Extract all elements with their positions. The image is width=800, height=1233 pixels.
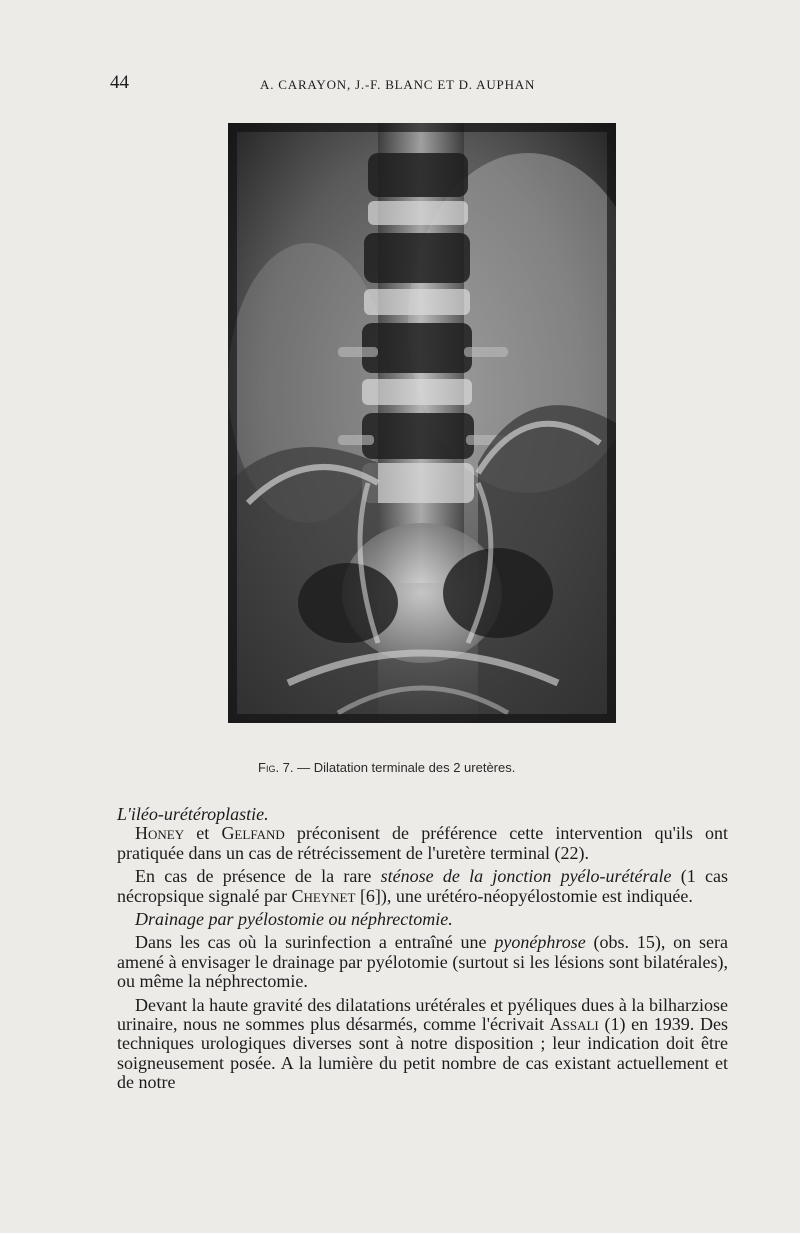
figure-caption-text: — Dilatation terminale des 2 uretères. (297, 760, 516, 775)
xray-figure (228, 123, 616, 723)
author-name: Assali (549, 1014, 599, 1035)
author-name: Gelfand (221, 823, 285, 844)
author-name: Honey (135, 823, 185, 844)
paragraph: En cas de présence de la rare sténose de la jonction pyélo-urétérale (1 cas nécropsique signalé par Cheynet [6]), une urétéro-néopyélostomie est indiquée. (117, 866, 729, 906)
xray-image (228, 123, 616, 723)
author-name: Cheynet (291, 885, 356, 906)
paragraph: Devant la haute gravité des dilatations urétérales et pyéliques dues à la bilharziose urinaire, nous ne sommes plus désarmés, comme l'écrivait Assali (1) en 1939. Des techniques urologiques diverses sont à notre disposition ; leur indication doit être soigneusement posée. A la lumière du petit nombre de cas existant actuellement et de notre (117, 994, 728, 1093)
running-title: A. CARAYON, J.-F. BLANC ET D. AUPHAN (260, 77, 536, 92)
running-head (110, 72, 710, 102)
paragraph: Dans les cas où la surinfection a entraîné une pyonéphrose (obs. 15), on sera amené à envisager le drainage par pyélotomie (surtout si les lésions sont bilatérales), ou même la néphrectomie. (117, 932, 728, 992)
paragraph: Honey et Gelfand préconisent de préférence cette intervention qu'ils ont pratiquée dans un cas de rétrécissement de l'uretère terminal (22). (117, 823, 728, 863)
body-text (117, 805, 728, 1093)
figure-label: Fig. 7. (258, 760, 294, 775)
section-heading: Drainage par pyélostomie ou néphrectomie. (135, 909, 453, 930)
section-heading: L'iléo-urétéroplastie. (117, 804, 269, 824)
figure-caption (258, 760, 515, 775)
page-number: 44 (110, 72, 129, 93)
